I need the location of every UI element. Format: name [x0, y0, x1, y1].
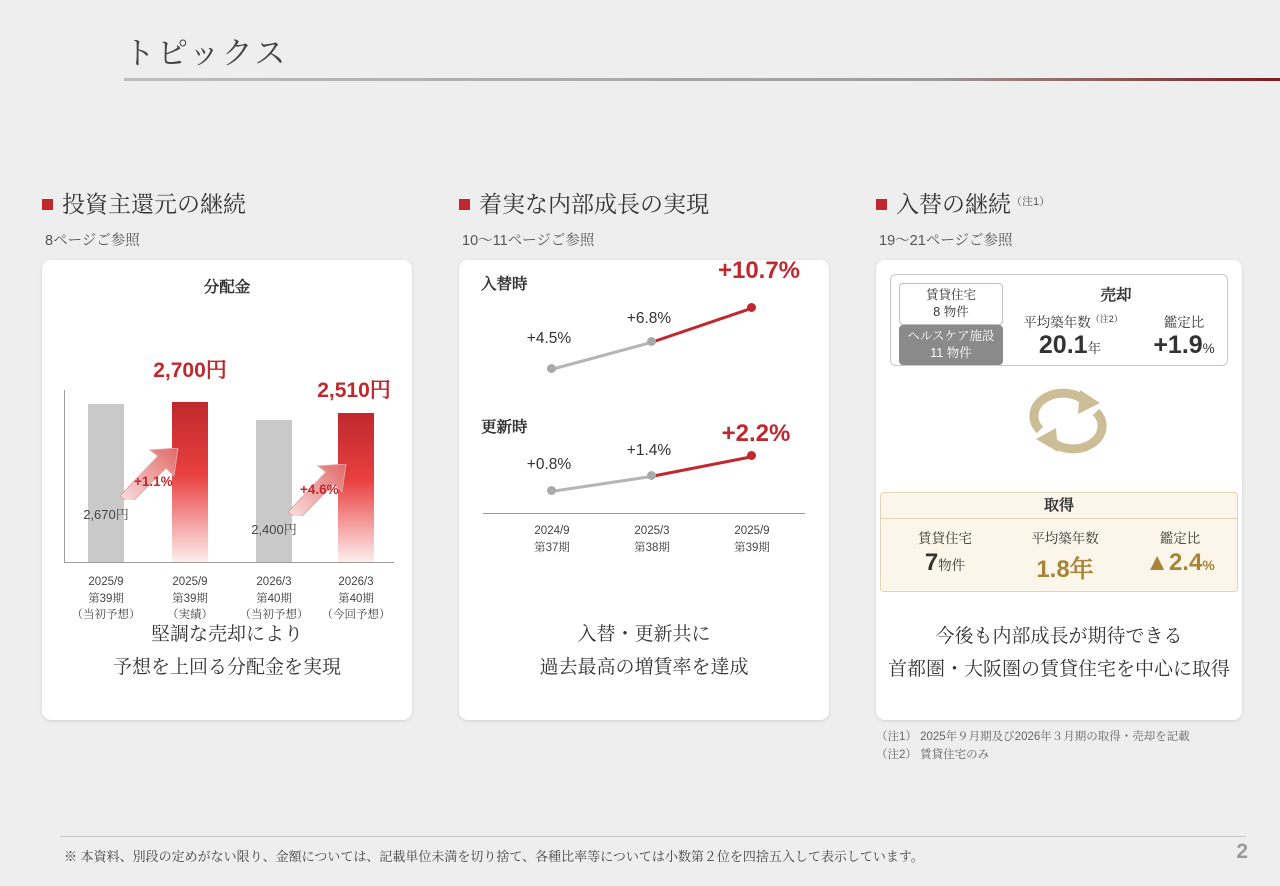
- column-subtitle-2: 10〜11ページご参照: [462, 233, 595, 249]
- column-title-3-superscript: （注1）: [1011, 196, 1051, 208]
- column-subtitle-1: 8ページご参照: [45, 233, 140, 249]
- buy-value-age: 1.8年: [1036, 556, 1094, 583]
- card2-caption: 入替・更新共に 過去最高の増賃率を達成: [539, 624, 749, 679]
- buy-heading: 取得: [881, 493, 1237, 519]
- delta-label-1: +1.1%: [134, 474, 173, 489]
- x-label-2: 2025/9 第39期 （実績）: [167, 576, 213, 622]
- sell-heading: 売却: [1100, 287, 1132, 304]
- page-number: 2: [1236, 840, 1248, 863]
- chart1-baseline: [64, 562, 394, 563]
- delta-label-2: +4.6%: [300, 482, 339, 497]
- note-1: （注1） 2025年９月期及び2026年３月期の取得・売却を記載: [876, 731, 1190, 743]
- bullet-square-icon: [459, 199, 470, 210]
- column-subtitle-3: 19〜21ページご参照: [879, 233, 1013, 249]
- title-divider: [124, 78, 1280, 81]
- card2-x-label-2: 2025/3 第38期: [634, 525, 670, 555]
- card-distribution: [42, 260, 412, 720]
- card1-caption: 堅調な売却により 予想を上回る分配金を実現: [112, 624, 341, 679]
- renew-point-2024-09: [547, 486, 556, 495]
- bullet-square-icon: [876, 199, 887, 210]
- swap-point-2025-03: [647, 337, 656, 346]
- card-internal-growth: [459, 257, 829, 720]
- card-replacement: [876, 260, 1242, 720]
- sell-tag-residential: 賃貸住宅 8 物件: [899, 283, 1003, 325]
- x-label-1: 2025/9 第39期 （当初予想）: [71, 576, 141, 622]
- renew-point-2025-09: [747, 451, 756, 460]
- renew-value-2025-03: +1.4%: [626, 442, 672, 459]
- recycle-arrows-icon: [1026, 386, 1110, 456]
- sell-label-ratio: 鑑定比: [1163, 315, 1205, 330]
- sell-box: [890, 274, 1228, 366]
- buy-value-ratio: ▲2.4%: [1145, 549, 1215, 576]
- buy-value-type: 7物件: [924, 549, 966, 576]
- swap-value-2025-03: +6.8%: [626, 310, 672, 327]
- swap-point-2024-09: [547, 364, 556, 373]
- renew-value-2024-09: +0.8%: [526, 456, 572, 473]
- card2-x-label-1: 2024/9 第37期: [534, 525, 570, 555]
- card1-title: 分配金: [203, 279, 251, 296]
- buy-box: [880, 492, 1238, 592]
- bar-label-2025-09-forecast: 2,670円: [83, 507, 129, 522]
- renew-segment-1: [551, 475, 652, 493]
- page-title: トピックス: [124, 36, 288, 71]
- note-2: （注2） 賃貸住宅のみ: [876, 749, 990, 762]
- renew-value-2025-09: +2.2%: [721, 420, 791, 447]
- bar-label-2026-03-newforecast: 2,510円: [317, 379, 391, 402]
- x-label-4: 2026/3 第40期 （今回予想）: [321, 576, 391, 622]
- footer-note: ※ 本資料、別段の定めがない限り、金額については、記載単位未満を切り捨て、各種比率等については小数第２位を四捨五入して表示しています。: [64, 849, 924, 864]
- buy-label-type: 賃貸住宅: [918, 531, 972, 546]
- sell-value-age: 20.1年: [1038, 331, 1102, 359]
- swap-point-2025-09: [747, 303, 756, 312]
- column-header-1: [42, 186, 246, 250]
- distribution-bar-chart: [42, 312, 412, 622]
- renew-point-2025-03: [647, 471, 656, 480]
- swap-value-2024-09: +4.5%: [526, 330, 572, 347]
- bullet-square-icon: [42, 199, 53, 210]
- swap-section-title: 入替時: [481, 276, 528, 293]
- renew-section-title: 更新時: [481, 419, 528, 436]
- card3-caption: 今後も内部成長が期待できる 首都圏・大阪圏の賃貸住宅を中心に取得: [887, 626, 1230, 681]
- buy-label-ratio: 鑑定比: [1159, 531, 1201, 546]
- buy-label-age: 平均築年数: [1031, 531, 1099, 546]
- card2-x-label-3: 2025/9 第39期: [734, 525, 770, 555]
- bar-label-2025-09-actual: 2,700円: [153, 359, 227, 382]
- x-label-3: 2026/3 第40期 （当初予想）: [239, 576, 309, 622]
- column-title-3: 入替の継続$^{(注1)}$: [876, 186, 1050, 219]
- notes-block: [876, 728, 1190, 765]
- sell-tag-healthcare: ヘルスケア施設 11 物件: [899, 325, 1003, 365]
- bar-label-2026-03-forecast: 2,400円: [251, 522, 297, 537]
- chart1-y-axis: [64, 390, 65, 563]
- column-title-1: 投資主還元の継続: [42, 186, 246, 219]
- sell-label-age: 平均築年数$^{(注2)}$: [1023, 314, 1123, 330]
- footer-divider: [60, 836, 1246, 837]
- column-title-2: 着実な内部成長の実現: [459, 186, 709, 219]
- column-header-3: [876, 186, 1050, 250]
- swap-value-2025-09: +10.7%: [717, 257, 801, 284]
- card2-baseline: [483, 513, 805, 514]
- column-header-2: [459, 186, 709, 250]
- sell-value-ratio: +1.9%: [1153, 331, 1215, 359]
